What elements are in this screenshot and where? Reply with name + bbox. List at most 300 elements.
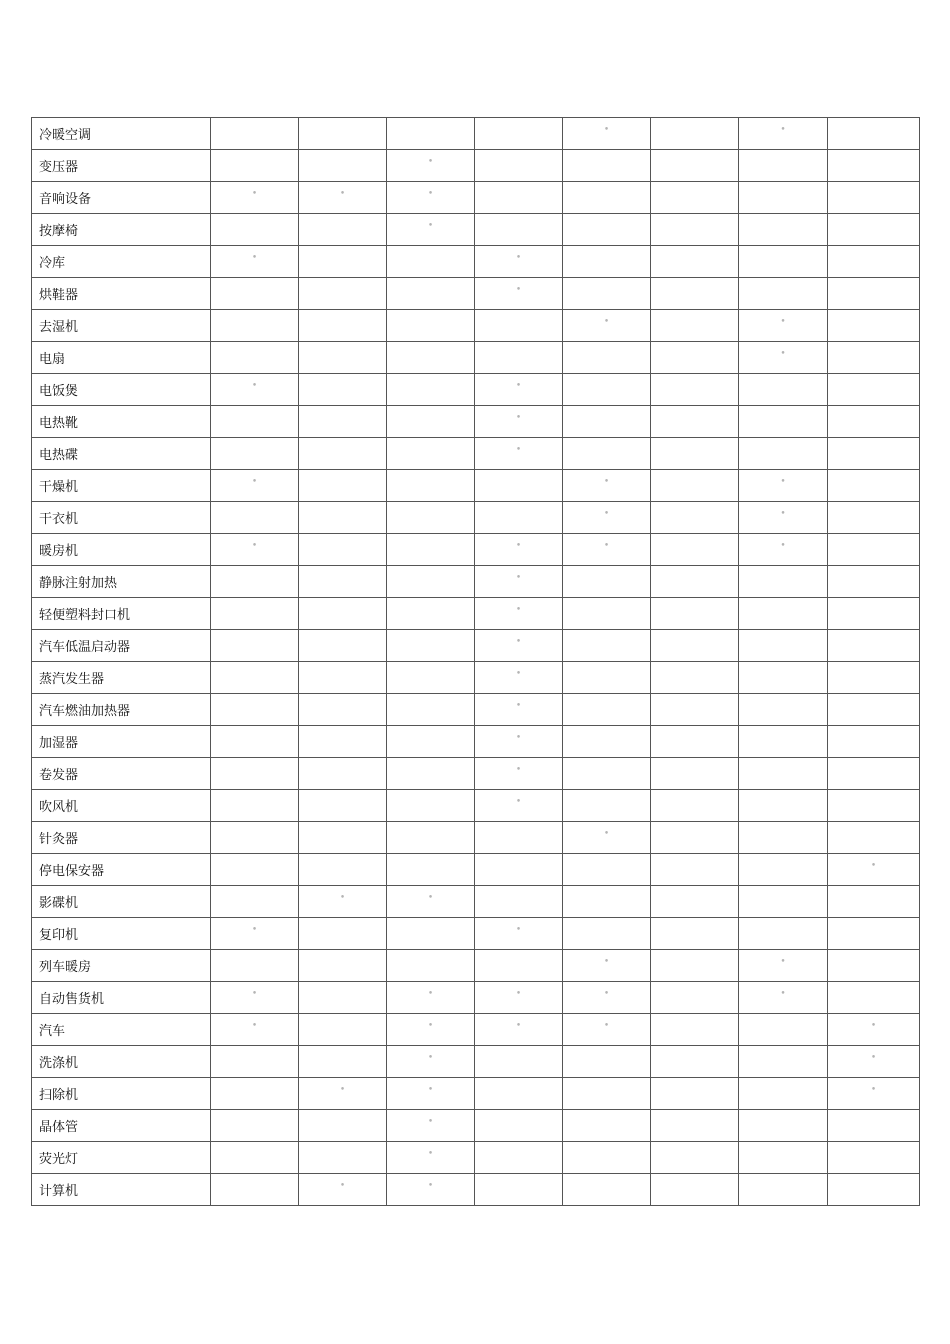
- table-cell: [299, 214, 387, 246]
- table-row: [32, 310, 920, 342]
- table-cell: [739, 374, 828, 406]
- dot-mark-icon: •: [427, 1053, 434, 1063]
- table-cell: [739, 982, 828, 1014]
- table-cell: [563, 374, 651, 406]
- table-cell: [563, 1142, 651, 1174]
- table-cell: [651, 982, 739, 1014]
- table-cell: [387, 438, 475, 470]
- table-cell: [299, 822, 387, 854]
- table-cell: [387, 278, 475, 310]
- dot-mark-icon: •: [251, 989, 258, 999]
- table-row: [32, 1142, 920, 1174]
- dot-mark-icon: •: [870, 861, 877, 871]
- table-row: [32, 1174, 920, 1206]
- table-cell: [651, 310, 739, 342]
- table-row: [32, 950, 920, 982]
- table-row: [32, 726, 920, 758]
- table-cell: [211, 1014, 299, 1046]
- table-cell: [387, 630, 475, 662]
- table-row: [32, 918, 920, 950]
- table-row: [32, 246, 920, 278]
- dot-mark-icon: •: [251, 189, 258, 199]
- table-cell: [211, 1046, 299, 1078]
- dot-mark-icon: •: [427, 893, 434, 903]
- table-cell: [739, 150, 828, 182]
- row-label: 干衣机: [32, 502, 211, 534]
- row-label: 变压器: [32, 150, 211, 182]
- table-cell: [475, 566, 563, 598]
- table-row: [32, 534, 920, 566]
- table-cell: [475, 1174, 563, 1206]
- table-cell: [828, 598, 920, 630]
- table-cell: [211, 758, 299, 790]
- table-cell: [299, 1110, 387, 1142]
- dot-mark-icon: •: [515, 797, 522, 807]
- table-row: [32, 118, 920, 150]
- table-cell: [299, 758, 387, 790]
- table-cell: [563, 406, 651, 438]
- table-cell: [211, 886, 299, 918]
- table-cell: [211, 598, 299, 630]
- dot-mark-icon: •: [427, 157, 434, 167]
- table-cell: [563, 118, 651, 150]
- table-cell: [387, 822, 475, 854]
- row-label: 电热靴: [32, 406, 211, 438]
- row-label: 电热碟: [32, 438, 211, 470]
- table-cell: [387, 182, 475, 214]
- table-cell: [651, 566, 739, 598]
- table-cell: [651, 694, 739, 726]
- table-cell: [651, 438, 739, 470]
- table-row: [32, 1110, 920, 1142]
- table-cell: [651, 534, 739, 566]
- table-cell: [739, 438, 828, 470]
- table-cell: [563, 438, 651, 470]
- row-label: 洗涤机: [32, 1046, 211, 1078]
- dot-mark-icon: •: [603, 541, 610, 551]
- table-cell: [299, 1174, 387, 1206]
- dot-mark-icon: •: [515, 573, 522, 583]
- table-cell: [651, 630, 739, 662]
- dot-mark-icon: •: [870, 1053, 877, 1063]
- table-cell: [828, 694, 920, 726]
- table-cell: [211, 790, 299, 822]
- table-cell: [828, 854, 920, 886]
- dot-mark-icon: •: [780, 957, 786, 967]
- row-label: 冷暖空调: [32, 118, 211, 150]
- table-cell: [475, 310, 563, 342]
- table-cell: [563, 534, 651, 566]
- row-label: 扫除机: [32, 1078, 211, 1110]
- table-cell: [211, 1142, 299, 1174]
- table-cell: [387, 566, 475, 598]
- dot-mark-icon: •: [515, 989, 522, 999]
- table-cell: [299, 726, 387, 758]
- table-row: [32, 886, 920, 918]
- table-cell: [563, 470, 651, 502]
- table-cell: [387, 982, 475, 1014]
- table-cell: [563, 502, 651, 534]
- table-row: [32, 1014, 920, 1046]
- table-cell: [739, 470, 828, 502]
- table-cell: [563, 598, 651, 630]
- dot-mark-icon: •: [515, 733, 522, 743]
- table-row: [32, 758, 920, 790]
- table-cell: [475, 726, 563, 758]
- table-cell: [475, 118, 563, 150]
- table-cell: [475, 534, 563, 566]
- table-cell: [739, 1046, 828, 1078]
- dot-mark-icon: •: [515, 605, 522, 615]
- table-cell: [299, 1014, 387, 1046]
- table-cell: [387, 694, 475, 726]
- table-cell: [387, 662, 475, 694]
- table-cell: [651, 1078, 739, 1110]
- table-cell: [299, 470, 387, 502]
- table-cell: [563, 182, 651, 214]
- table-row: [32, 406, 920, 438]
- table-cell: [828, 1014, 920, 1046]
- row-label: 自动售货机: [32, 982, 211, 1014]
- dot-mark-icon: •: [251, 477, 258, 487]
- table-cell: [299, 662, 387, 694]
- dot-mark-icon: •: [515, 541, 522, 551]
- table-cell: [739, 758, 828, 790]
- table-cell: [475, 342, 563, 374]
- table-cell: [563, 1078, 651, 1110]
- table-cell: [475, 438, 563, 470]
- table-cell: [739, 662, 828, 694]
- dot-mark-icon: •: [515, 925, 522, 935]
- row-label: 干燥机: [32, 470, 211, 502]
- table-cell: [387, 1142, 475, 1174]
- table-cell: [563, 694, 651, 726]
- table-cell: [299, 278, 387, 310]
- table-cell: [828, 790, 920, 822]
- dot-mark-icon: •: [427, 1085, 434, 1095]
- dot-mark-icon: •: [515, 701, 522, 711]
- table-cell: [475, 406, 563, 438]
- dot-mark-icon: •: [339, 893, 346, 903]
- row-label: 冷库: [32, 246, 211, 278]
- dot-mark-icon: •: [427, 1117, 434, 1127]
- table-cell: [828, 662, 920, 694]
- table-cell: [475, 950, 563, 982]
- table-cell: [475, 694, 563, 726]
- table-cell: [739, 1014, 828, 1046]
- table-cell: [211, 438, 299, 470]
- table-cell: [828, 918, 920, 950]
- table-cell: [475, 1110, 563, 1142]
- row-label: 静脉注射加热: [32, 566, 211, 598]
- table-cell: [475, 918, 563, 950]
- dot-mark-icon: •: [427, 1149, 434, 1159]
- table-cell: [651, 1110, 739, 1142]
- table-cell: [387, 470, 475, 502]
- table-cell: [299, 950, 387, 982]
- table-cell: [387, 854, 475, 886]
- dot-mark-icon: •: [780, 509, 786, 519]
- dot-mark-icon: •: [515, 413, 522, 423]
- row-label: 轻便塑料封口机: [32, 598, 211, 630]
- table-cell: [739, 534, 828, 566]
- table-cell: [475, 374, 563, 406]
- table-cell: [739, 246, 828, 278]
- row-label: 蒸汽发生器: [32, 662, 211, 694]
- dot-mark-icon: •: [515, 285, 522, 295]
- table-cell: [211, 150, 299, 182]
- dot-mark-icon: •: [603, 1021, 610, 1031]
- dot-mark-icon: •: [780, 349, 786, 359]
- dot-mark-icon: •: [603, 125, 610, 135]
- table-cell: [387, 918, 475, 950]
- dot-mark-icon: •: [427, 1021, 434, 1031]
- table-cell: [475, 1142, 563, 1174]
- table-cell: [387, 118, 475, 150]
- dot-mark-icon: •: [603, 957, 610, 967]
- table-cell: [211, 502, 299, 534]
- table-cell: [739, 1142, 828, 1174]
- dot-mark-icon: •: [515, 381, 522, 391]
- table-cell: [563, 758, 651, 790]
- table-row: [32, 694, 920, 726]
- table-cell: [563, 1046, 651, 1078]
- table-cell: [387, 534, 475, 566]
- dot-mark-icon: •: [427, 221, 434, 231]
- row-label: 计算机: [32, 1174, 211, 1206]
- table-cell: [211, 118, 299, 150]
- dot-mark-icon: •: [780, 541, 786, 551]
- table-cell: [739, 822, 828, 854]
- dot-mark-icon: •: [251, 541, 258, 551]
- table-row: [32, 278, 920, 310]
- table-row: [32, 630, 920, 662]
- table-cell: [563, 278, 651, 310]
- row-label: 针灸器: [32, 822, 211, 854]
- table-cell: [651, 1142, 739, 1174]
- table-cell: [651, 470, 739, 502]
- table-cell: [475, 502, 563, 534]
- table-cell: [651, 246, 739, 278]
- dot-mark-icon: •: [427, 989, 434, 999]
- table-cell: [475, 982, 563, 1014]
- table-cell: [475, 758, 563, 790]
- dot-mark-icon: •: [515, 445, 522, 455]
- table-cell: [211, 694, 299, 726]
- table-cell: [387, 246, 475, 278]
- table-row: [32, 790, 920, 822]
- table-cell: [211, 534, 299, 566]
- row-label: 停电保安器: [32, 854, 211, 886]
- table-cell: [475, 278, 563, 310]
- table-cell: [828, 470, 920, 502]
- table-row: [32, 854, 920, 886]
- table-cell: [739, 854, 828, 886]
- dot-mark-icon: •: [251, 253, 258, 263]
- table-cell: [828, 726, 920, 758]
- table-cell: [739, 694, 828, 726]
- table-cell: [299, 918, 387, 950]
- table-cell: [739, 214, 828, 246]
- table-cell: [563, 630, 651, 662]
- row-label: 去湿机: [32, 310, 211, 342]
- table-cell: [475, 470, 563, 502]
- dot-mark-icon: •: [339, 189, 346, 199]
- table-cell: [828, 630, 920, 662]
- table-cell: [563, 1174, 651, 1206]
- table-cell: [828, 982, 920, 1014]
- table-cell: [299, 598, 387, 630]
- table-cell: [563, 246, 651, 278]
- table-cell: [828, 1110, 920, 1142]
- table-cell: [475, 662, 563, 694]
- table-cell: [828, 310, 920, 342]
- table-cell: [563, 886, 651, 918]
- appliance-table: [31, 117, 920, 1206]
- table-row: [32, 1046, 920, 1078]
- table-cell: [211, 822, 299, 854]
- table-cell: [563, 950, 651, 982]
- row-label: 汽车低温启动器: [32, 630, 211, 662]
- table-cell: [739, 1078, 828, 1110]
- dot-mark-icon: •: [603, 477, 610, 487]
- dot-mark-icon: •: [427, 189, 434, 199]
- table-cell: [739, 342, 828, 374]
- table-cell: [828, 758, 920, 790]
- dot-mark-icon: •: [339, 1181, 346, 1191]
- table-cell: [387, 790, 475, 822]
- table-cell: [299, 438, 387, 470]
- table-row: [32, 566, 920, 598]
- table-cell: [299, 182, 387, 214]
- table-cell: [475, 214, 563, 246]
- table-cell: [828, 822, 920, 854]
- table-cell: [563, 1014, 651, 1046]
- table-cell: [828, 1142, 920, 1174]
- table-cell: [475, 630, 563, 662]
- table-cell: [739, 918, 828, 950]
- table-cell: [387, 342, 475, 374]
- row-label: 卷发器: [32, 758, 211, 790]
- table-cell: [299, 150, 387, 182]
- table-cell: [299, 1046, 387, 1078]
- table-cell: [387, 886, 475, 918]
- table-cell: [387, 310, 475, 342]
- table-cell: [828, 150, 920, 182]
- table-row: [32, 502, 920, 534]
- table-cell: [211, 854, 299, 886]
- row-label: 暖房机: [32, 534, 211, 566]
- table-cell: [739, 598, 828, 630]
- table-cell: [651, 662, 739, 694]
- table-cell: [475, 1078, 563, 1110]
- table-cell: [299, 694, 387, 726]
- table-cell: [211, 246, 299, 278]
- table-cell: [299, 790, 387, 822]
- table-cell: [651, 118, 739, 150]
- table-cell: [387, 758, 475, 790]
- table-cell: [387, 406, 475, 438]
- table-cell: [475, 246, 563, 278]
- table-cell: [828, 278, 920, 310]
- table-cell: [211, 726, 299, 758]
- table-cell: [299, 246, 387, 278]
- dot-mark-icon: •: [515, 765, 522, 775]
- table-row: [32, 822, 920, 854]
- table-cell: [739, 118, 828, 150]
- table-cell: [828, 438, 920, 470]
- table-cell: [299, 1142, 387, 1174]
- table-cell: [299, 566, 387, 598]
- table-cell: [739, 278, 828, 310]
- table-cell: [563, 310, 651, 342]
- table-cell: [739, 1174, 828, 1206]
- table-cell: [387, 1110, 475, 1142]
- table-cell: [828, 1078, 920, 1110]
- table-cell: [387, 502, 475, 534]
- dot-mark-icon: •: [870, 1021, 877, 1031]
- table-cell: [299, 534, 387, 566]
- table-cell: [387, 1078, 475, 1110]
- table-cell: [211, 182, 299, 214]
- table-cell: [739, 950, 828, 982]
- table-cell: [563, 566, 651, 598]
- table-cell: [828, 950, 920, 982]
- table-cell: [563, 918, 651, 950]
- table-body: [32, 118, 920, 1206]
- table-cell: [739, 182, 828, 214]
- table-cell: [828, 566, 920, 598]
- dot-mark-icon: •: [515, 1021, 522, 1031]
- table-cell: [299, 982, 387, 1014]
- table-cell: [211, 310, 299, 342]
- row-label: 汽车燃油加热器: [32, 694, 211, 726]
- table-cell: [828, 502, 920, 534]
- table-cell: [651, 918, 739, 950]
- table-cell: [299, 886, 387, 918]
- row-label: 按摩椅: [32, 214, 211, 246]
- dot-mark-icon: •: [780, 989, 786, 999]
- table-row: [32, 1078, 920, 1110]
- table-cell: [563, 982, 651, 1014]
- table-cell: [211, 470, 299, 502]
- table-row: [32, 982, 920, 1014]
- table-cell: [211, 406, 299, 438]
- table-cell: [828, 118, 920, 150]
- row-label: 烘鞋器: [32, 278, 211, 310]
- table-cell: [563, 726, 651, 758]
- dot-mark-icon: •: [780, 125, 786, 135]
- table-cell: [211, 566, 299, 598]
- dot-mark-icon: •: [603, 829, 610, 839]
- table-cell: [475, 1046, 563, 1078]
- table-cell: [299, 854, 387, 886]
- row-label: 列车暖房: [32, 950, 211, 982]
- table-cell: [387, 214, 475, 246]
- table-cell: [651, 950, 739, 982]
- row-label: 晶体管: [32, 1110, 211, 1142]
- table-cell: [651, 886, 739, 918]
- table-cell: [211, 982, 299, 1014]
- table-cell: [299, 342, 387, 374]
- table-cell: [211, 630, 299, 662]
- table-cell: [211, 662, 299, 694]
- dot-mark-icon: •: [603, 509, 610, 519]
- table-cell: [651, 502, 739, 534]
- row-label: 汽车: [32, 1014, 211, 1046]
- table-cell: [563, 822, 651, 854]
- table-cell: [828, 246, 920, 278]
